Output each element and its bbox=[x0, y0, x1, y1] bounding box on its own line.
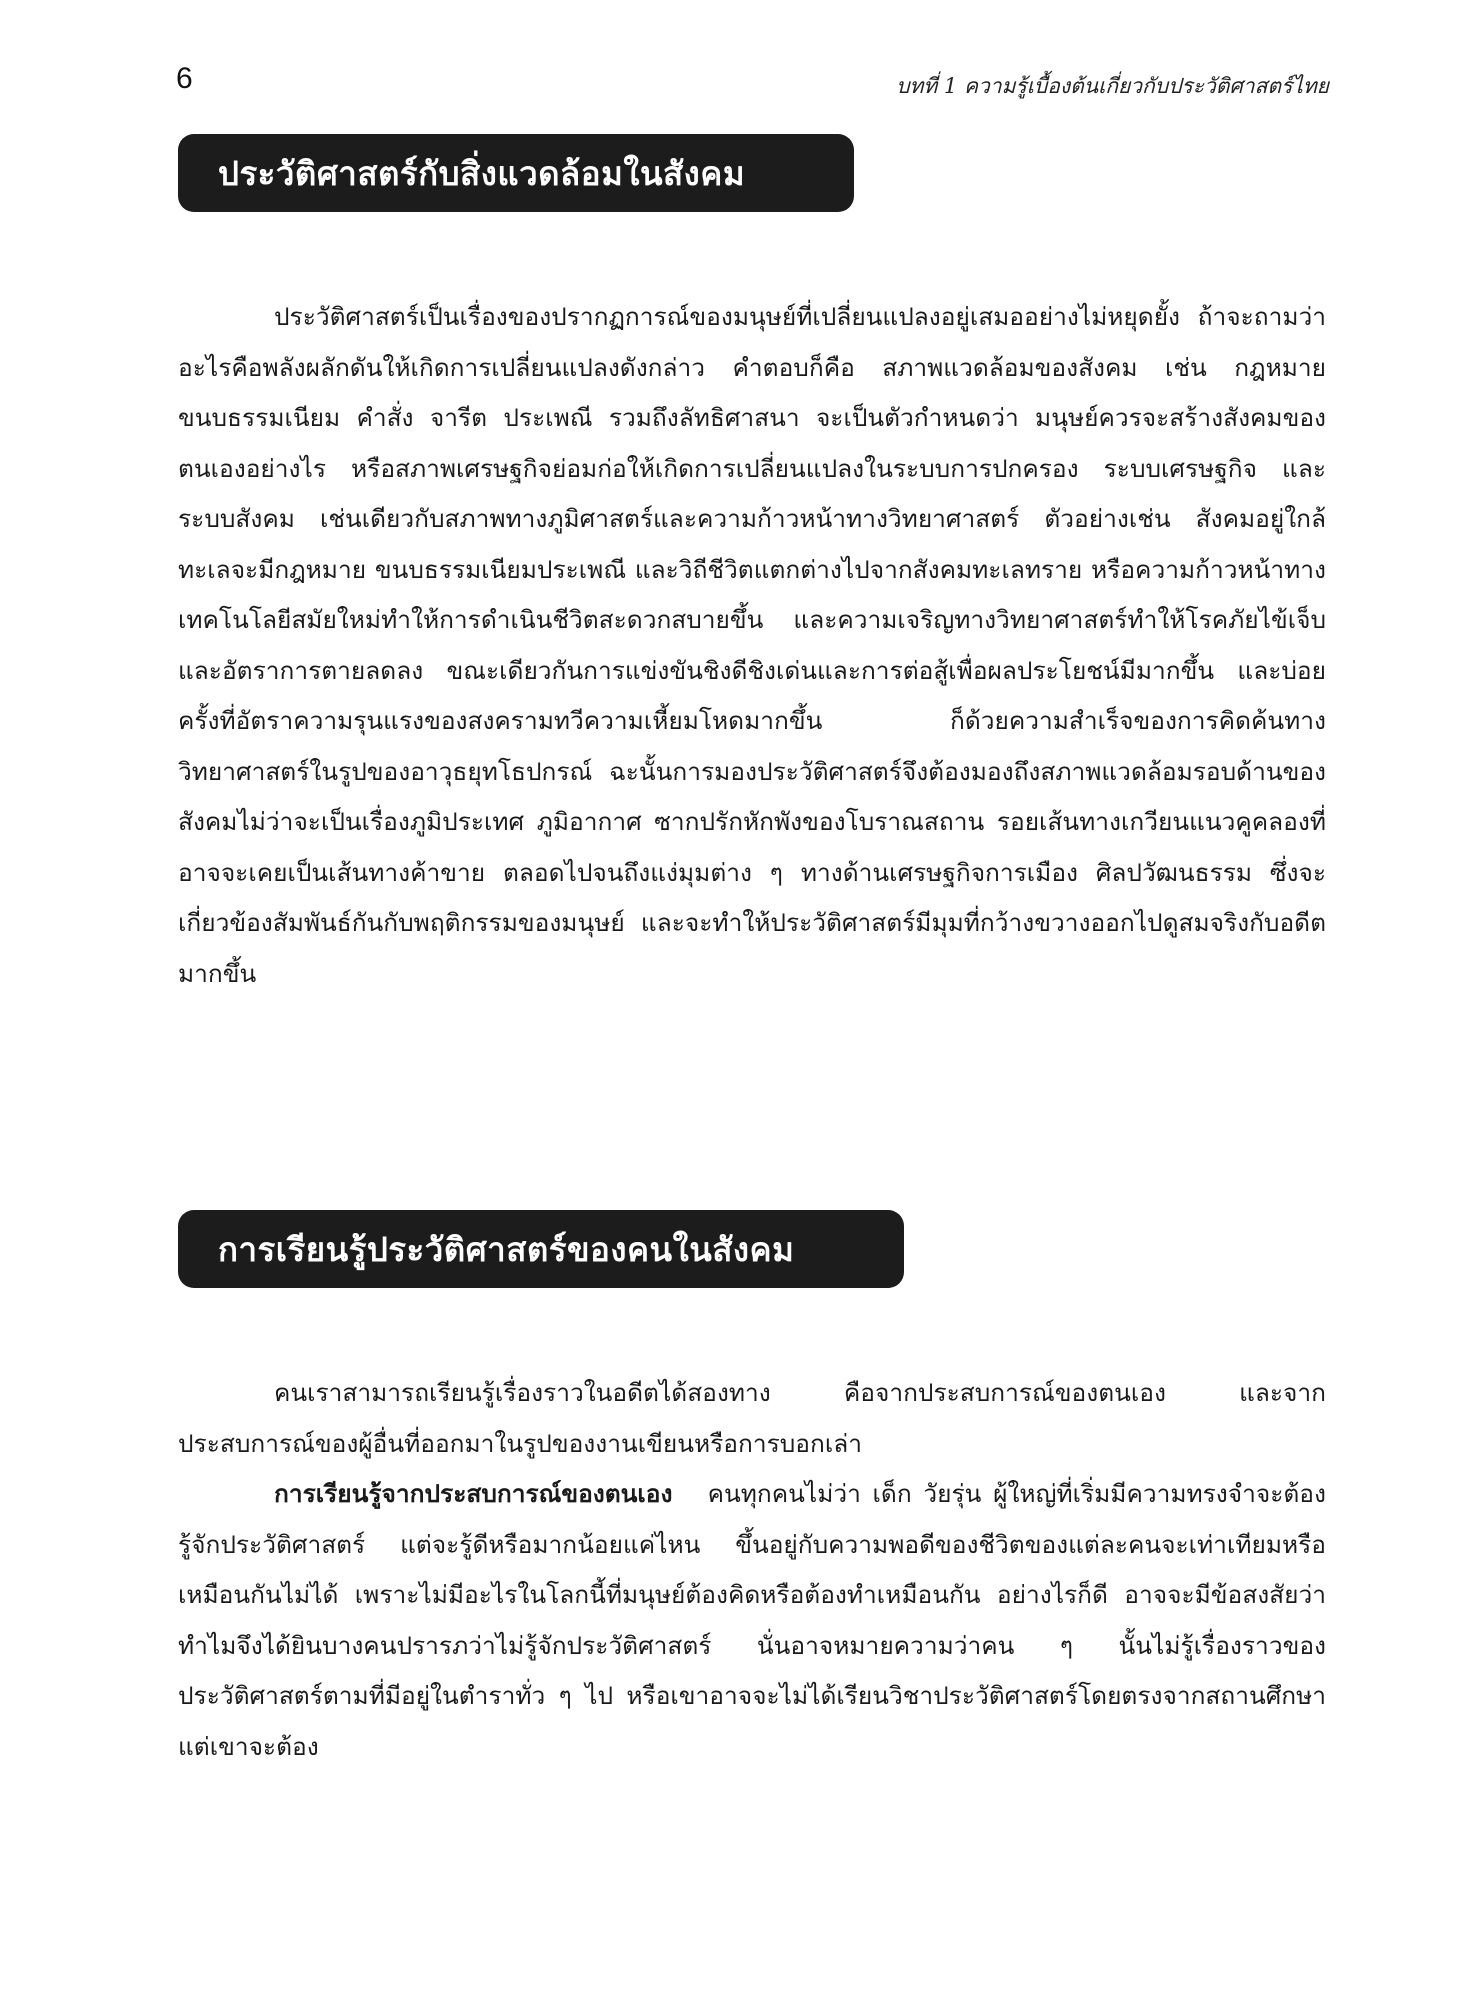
body-paragraph: ประวัติศาสตร์เป็นเรื่องของปรากฏการณ์ของมนุษย์ที่เปลี่ยนแปลงอยู่เสมออย่างไม่หยุดยั้ง ถ้าจะถามว่าอะไรคือพลังผลักดันให้เกิดการเปลี่ยนแปลงดังกล่าว คำตอบก็คือ สภาพแวดล้อมของสังคม เช่น กฎหมาย ขนบธรรมเนียม คำสั่ง จารีต ประเพณี รวมถึงลัทธิศาสนา จะเป็นตัวกำหนดว่า มนุษย์ควรจะสร้างสังคมของตนเองอย่างไร หรือสภาพเศรษฐกิจย่อมก่อให้เกิดการเปลี่ยนแปลงในระบบการปกครอง ระบบเศรษฐกิจ และระบบสังคม เช่นเดียวกับสภาพทางภูมิศาสตร์และความก้าวหน้าทางวิทยาศาสตร์ ตัวอย่างเช่น สังคมอยู่ใกล้ทะเลจะมีกฎหมาย ขนบธรรมเนียมประเพณี และวิถีชีวิตแตกต่างไปจากสังคมทะเลทราย หรือความก้าวหน้าทางเทคโนโลยีสมัยใหม่ทำให้การดำเนินชีวิตสะดวกสบายขึ้น และความเจริญทางวิทยาศาสตร์ทำให้โรคภัยไข้เจ็บและอัตราการตายลดลง ขณะเดียวกันการแข่งขันชิงดีชิงเด่นและการต่อสู้เพื่อผลประโยชน์มีมากขึ้น และบ่อยครั้งที่อัตราความรุนแรงของสงครามทวีความเหี้ยมโหดมากขึ้น ก็ด้วยความสำเร็จของการคิดค้นทางวิทยาศาสตร์ในรูปของอาวุธยุทโธปกรณ์ ฉะนั้นการมองประวัติศาสตร์จึงต้องมองถึงสภาพแวดล้อมรอบด้านของสังคมไม่ว่าจะเป็นเรื่องภูมิประเทศ ภูมิอากาศ ซากปรักหักพังของโบราณสถาน รอยเส้นทางเกวียนแนวคูคลองที่อาจจะเคยเป็นเส้นทางค้าขาย ตลอดไปจนถึงแง่มุมต่าง ๆ ทางด้านเศรษฐกิจการเมือง ศิลปวัฒนธรรม ซึ่งจะเกี่ยวข้องสัมพันธ์กันกับพฤติกรรมของมนุษย์ และจะทำให้ประวัติศาสตร์มีมุมที่กว้างขวางออกไปดูสมจริงกับอดีตมากขึ้น bbox=[178, 302, 1326, 988]
section-body-history-and-environment bbox=[178, 292, 1326, 999]
running-header-chapter-title: บทที่ 1 ความรู้เบื้องต้นเกี่ยวกับประวัติศาสตร์ไทย bbox=[896, 74, 1329, 98]
section-heading-learning-history bbox=[178, 1210, 904, 1288]
body-paragraph: คนเราสามารถเรียนรู้เรื่องราวในอดีตได้สองทาง คือจากประสบการณ์ของตนเอง และจากประสบการณ์ของผู้อื่นที่ออกมาในรูปของงานเขียนหรือการบอกเล่า bbox=[178, 1378, 1326, 1458]
section-heading-history-and-environment bbox=[178, 134, 854, 212]
page-number: 6 bbox=[176, 62, 193, 95]
subsection-paragraph bbox=[178, 1469, 1326, 1772]
section-body-learning-history bbox=[178, 1368, 1326, 1772]
subsection-lead: การเรียนรู้จากประสบการณ์ของตนเอง bbox=[274, 1479, 673, 1508]
section-heading-text: ประวัติศาสตร์กับสิ่งแวดล้อมในสังคม bbox=[218, 153, 746, 193]
subsection-text: คนทุกคนไม่ว่า เด็ก วัยรุ่น ผู้ใหญ่ที่เริ่มมีความทรงจำจะต้องรู้จักประวัติศาสตร์ แต่จะรู้ดีหรือมากน้อยแค่ไหน ขึ้นอยู่กับความพอดีของชีวิตของแต่ละคนจะเท่าเทียมหรือเหมือนกันไม่ได้ เพราะไม่มีอะไรในโลกนี้ที่มนุษย์ต้องคิดหรือต้องทำเหมือนกัน อย่างไรก็ดี อาจจะมีข้อสงสัยว่าทำไมจึงได้ยินบางคนปรารภว่าไม่รู้จักประวัติศาสตร์ นั่นอาจหมายความว่าคน ๆ นั้นไม่รู้เรื่องราวของประวัติศาสตร์ตามที่มีอยู่ในตำราทั่ว ๆ ไป หรือเขาอาจจะไม่ได้เรียนวิชาประวัติศาสตร์โดยตรงจากสถานศึกษาแต่เขาจะต้อง bbox=[178, 1479, 1326, 1761]
section-heading-text: การเรียนรู้ประวัติศาสตร์ของคนในสังคม bbox=[218, 1229, 795, 1269]
